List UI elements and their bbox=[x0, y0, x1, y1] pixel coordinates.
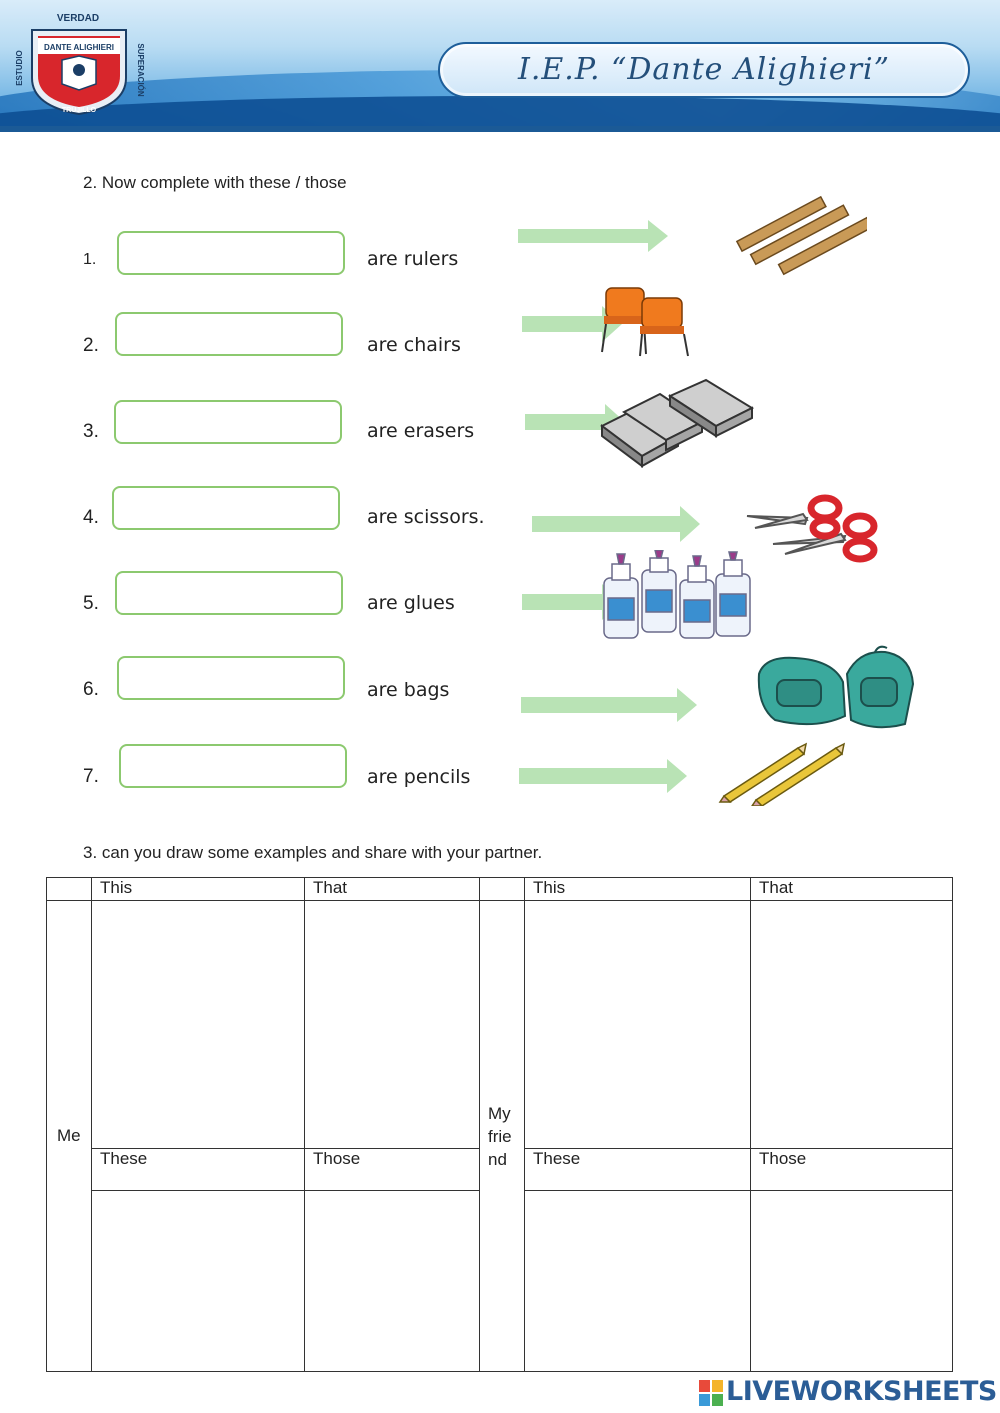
item-1-phrase: are rulers bbox=[367, 248, 459, 270]
chairs-picture bbox=[598, 284, 693, 359]
bags-picture bbox=[755, 644, 917, 732]
item-6-phrase: are bags bbox=[367, 679, 450, 701]
row-label-my-friend: My frie nd bbox=[480, 901, 525, 1372]
item-3-answer-box[interactable] bbox=[114, 400, 342, 444]
rulers-picture bbox=[735, 180, 867, 280]
header-this-right: This bbox=[525, 878, 751, 901]
pencils-picture bbox=[718, 740, 848, 806]
header-those-left: Those bbox=[305, 1149, 480, 1191]
school-logo bbox=[10, 8, 150, 118]
item-4-answer-box[interactable] bbox=[112, 486, 340, 530]
drawing-table bbox=[46, 877, 953, 1372]
header-those-right: Those bbox=[751, 1149, 953, 1191]
liveworksheets-brand: LIVEWORKSHEETS bbox=[726, 1376, 997, 1407]
section-3-title: 3. can you draw some examples and share with your partner. bbox=[83, 843, 543, 862]
item-6-answer-box[interactable] bbox=[117, 656, 345, 700]
header-divider bbox=[0, 126, 1000, 132]
item-7-number: 7. bbox=[83, 766, 99, 787]
header-that-left: That bbox=[305, 878, 480, 901]
erasers-picture bbox=[598, 378, 758, 468]
draw-this-friend[interactable] bbox=[525, 901, 751, 1149]
logo-top-text: VERDAD bbox=[56, 13, 100, 24]
draw-those-me[interactable] bbox=[305, 1191, 480, 1372]
draw-these-me[interactable] bbox=[92, 1191, 305, 1372]
item-3-number: 3. bbox=[83, 421, 99, 442]
logo-inner-text: DANTE ALIGHIERI bbox=[44, 43, 114, 52]
draw-that-friend[interactable] bbox=[751, 901, 953, 1149]
item-5-number: 5. bbox=[83, 593, 99, 614]
school-name: I.E.P. “Dante Alighieri” bbox=[518, 52, 890, 87]
glues-picture bbox=[600, 550, 758, 642]
draw-this-me[interactable] bbox=[92, 901, 305, 1149]
item-2-number: 2. bbox=[83, 335, 99, 356]
item-6-number: 6. bbox=[83, 679, 99, 700]
logo-bottom-text: TRUJILLO bbox=[61, 107, 97, 114]
header-these-right: These bbox=[525, 1149, 751, 1191]
liveworksheets-logo-icon bbox=[698, 1378, 724, 1408]
draw-that-me[interactable] bbox=[305, 901, 480, 1149]
item-5-phrase: are glues bbox=[367, 592, 455, 614]
item-4-phrase: are scissors. bbox=[367, 506, 485, 528]
header-these-left: These bbox=[92, 1149, 305, 1191]
item-7-answer-box[interactable] bbox=[119, 744, 347, 788]
logo-right-text: SUPERACIÓN bbox=[136, 43, 145, 97]
item-1-answer-box[interactable] bbox=[117, 231, 345, 275]
item-7-arrow-icon bbox=[519, 759, 687, 793]
scissors-picture bbox=[745, 488, 880, 566]
school-name-banner bbox=[438, 42, 970, 98]
item-4-arrow-icon bbox=[532, 506, 700, 542]
draw-these-friend[interactable] bbox=[525, 1191, 751, 1372]
header-that-right: That bbox=[751, 878, 953, 901]
row-label-me: Me bbox=[47, 901, 92, 1372]
logo-left-text: ESTUDIO bbox=[15, 50, 24, 86]
item-4-number: 4. bbox=[83, 507, 99, 528]
item-2-answer-box[interactable] bbox=[115, 312, 343, 356]
item-7-phrase: are pencils bbox=[367, 766, 471, 788]
header-spacer-cell bbox=[480, 878, 525, 901]
item-2-phrase: are chairs bbox=[367, 334, 461, 356]
item-3-phrase: are erasers bbox=[367, 420, 475, 442]
page-header bbox=[0, 0, 1000, 132]
draw-those-friend[interactable] bbox=[751, 1191, 953, 1372]
item-1-number: 1. bbox=[83, 251, 97, 268]
section-2-title: 2. Now complete with these / those bbox=[83, 173, 347, 192]
item-1-arrow-icon bbox=[518, 220, 668, 252]
item-6-arrow-icon bbox=[521, 688, 697, 722]
item-5-answer-box[interactable] bbox=[115, 571, 343, 615]
table-corner-cell bbox=[47, 878, 92, 901]
header-this-left: This bbox=[92, 878, 305, 901]
